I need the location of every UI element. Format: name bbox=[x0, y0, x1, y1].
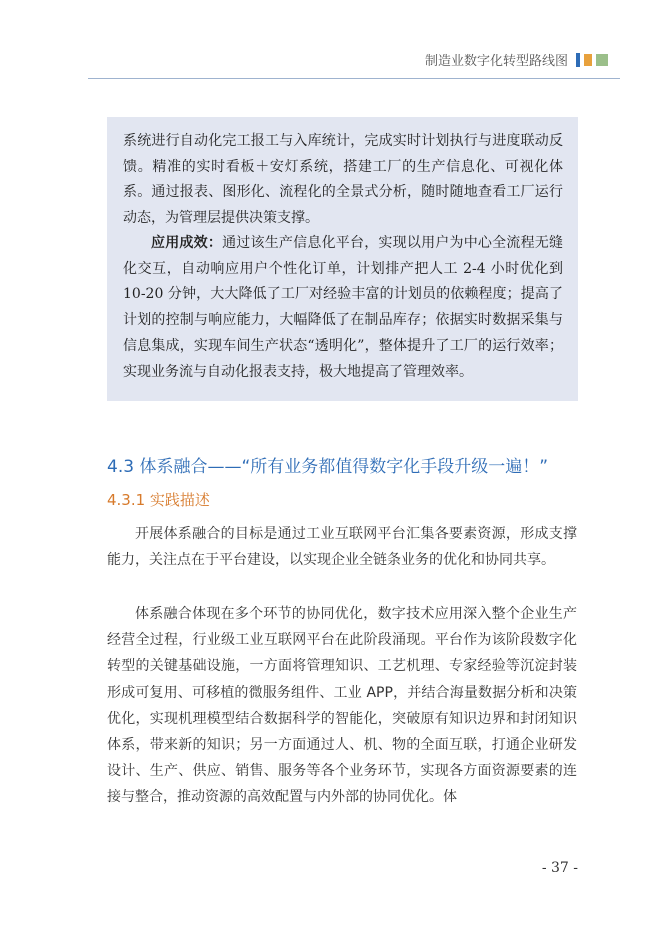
case-study-box bbox=[107, 117, 578, 401]
header-mark-orange bbox=[584, 54, 592, 66]
header-mark-blue bbox=[576, 53, 580, 67]
case-result-text: 通过该生产信息化平台，实现以用户为中心全流程无缝化交互，自动响应用户个性化订单，计划排产把人工 2-4 小时优化到 10-20 分钟，大大降低了工厂对经验丰富的计划员的依赖程度；提高了计划的控制与响应能力，大幅降低了在制品库存；依据实时数据采集与信息集成，实现车间生产状态“透明化”，整体提升了工厂的运行效率；实现业务流与自动化报表支持，极大地提高了管理效率。 bbox=[123, 235, 564, 380]
running-header-title: 制造业数字化转型路线图 bbox=[424, 54, 568, 69]
running-header bbox=[425, 50, 608, 69]
page-number: - 37 - bbox=[541, 860, 578, 876]
subsection-heading: 4.3.1 实践描述 bbox=[107, 491, 210, 509]
body-paragraph-2: 体系融合体现在多个环节的协同优化，数字技术应用深入整个企业生产经营全过程，行业级工业互联网平台在此阶段涌现。平台作为该阶段数字化转型的关键基础设施，一方面将管理知识、工艺机理、专家经验等沉淀封装形成可复用、可移植的微服务组件、工业 APP，并结合海量数据分析和决策优化，实现机理模型结合数据科学的智能化，突破原有知识边界和封闭知识体系，带来新的知识；另一方面通过人、机、物的全面互联，打通企业研发设计、生产、供应、销售、服务等各个业务环节，实现各方面资源要素的连接与整合，推动资源的高效配置与内外部的协同优化。体 bbox=[107, 606, 577, 806]
case-paragraph-2 bbox=[123, 231, 563, 385]
body-paragraph-1: 开展体系融合的目标是通过工业互联网平台汇集各要素资源，形成支撑能力，关注点在于平台建设，以实现企业全链条业务的优化和协同共享。 bbox=[107, 526, 577, 569]
header-rule bbox=[88, 78, 620, 79]
section-heading: 4.3 体系融合——“所有业务都值得数字化手段升级一遍！” bbox=[107, 457, 549, 477]
case-result-label: 应用成效： bbox=[151, 235, 223, 251]
header-mark-green bbox=[596, 54, 608, 66]
case-paragraph-1: 系统进行自动化完工报工与入库统计，完成实时计划执行与进度联动反馈。精准的实时看板＋安灯系统，搭建工厂的生产信息化、可视化体系。通过报表、图形化、流程化的全景式分析，随时随地查看工厂运行动态，为管理层提供决策支撑。 bbox=[123, 133, 563, 227]
